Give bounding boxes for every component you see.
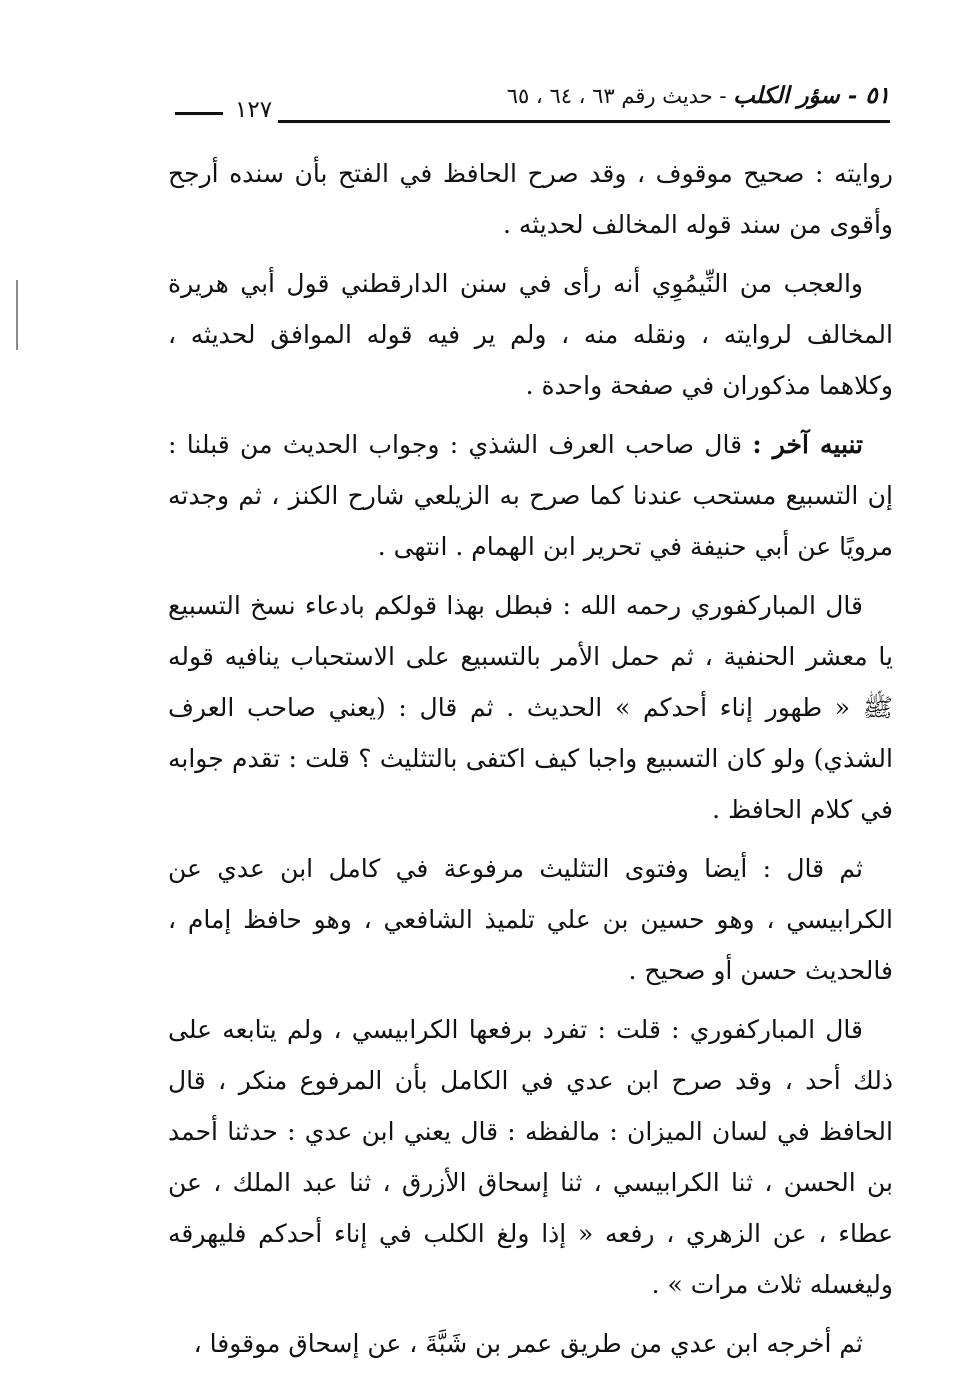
main-text bbox=[168, 148, 893, 1377]
paragraph-text: روايته : صحيح موقوف ، وقد صرح الحافظ في الفتح بأن سنده أرجح وأقوى من سند قوله المخالف لحديثه . bbox=[168, 159, 893, 239]
paragraph-mubarakfuri-2 bbox=[168, 1004, 893, 1310]
paragraph-text: والعجب من النِّيمُوِي أنه رأى في سنن الدارقطني قول أبي هريرة المخالف لروايته ، ونقله منه ، ولم ير فيه قوله الموافق لحديثه ، وكلاهما مذكوران في صفحة واحدة . bbox=[168, 269, 893, 400]
paragraph-text: قال صاحب العرف الشذي : وجواب الحديث من قبلنا : إن التسبيع مستحب عندنا كما صرح به الزيلعي شارح الكنز ، ثم وجدته مرويًا عن أبي حنيفة في تحرير ابن الهمام . انتهى . bbox=[168, 430, 893, 561]
page-number-dash bbox=[175, 112, 223, 115]
header-rule bbox=[278, 120, 890, 123]
page-number: ١٢٧ bbox=[235, 97, 273, 123]
paragraph-text: ثم أخرجه ابن عدي من طريق عمر بن شَبَّةَ ، عن إسحاق موقوفا ، bbox=[193, 1329, 863, 1358]
paragraph-text: قال المباركفوري رحمه الله : فبطل بهذا قولكم بادعاء نسخ التسبيع يا معشر الحنفية ، ثم حمل الأمر بالتسبيع على الاستحباب ينافيه قوله ﷺ « طهور إناء أحدكم » الحديث . ثم قال : (يعني صاحب العرف الشذي) ولو كان التسبيع واجبا كيف اكتفى بالتثليث ؟ قلت : تقدم جوابه في كلام الحافظ . bbox=[168, 591, 893, 824]
paragraph-heading: تنبيه آخر : bbox=[752, 430, 863, 459]
chapter-title: ٥١ - سؤر الكلب bbox=[733, 82, 890, 109]
running-header bbox=[175, 82, 890, 128]
paragraph-tathlith bbox=[168, 843, 893, 996]
paragraph-mubarakfuri-1 bbox=[168, 580, 893, 835]
paragraph-continuation bbox=[168, 148, 893, 250]
paragraph-text: قال المباركفوري : قلت : تفرد برفعها الكرابيسي ، ولم يتابعه على ذلك أحد ، وقد صرح ابن عدي في الكامل بأن المرفوع منكر ، قال الحافظ في لسان الميزان : مالفظه : قال يعني ابن عدي : حدثنا أحمد بن الحسن ، ثنا الكرابيسي ، ثنا إسحاق الأزرق ، ثنا عبد الملك ، عن عطاء ، عن الزهري ، رفعه « إذا ولغ الكلب في إناء أحدكم فليهرقه وليغسله ثلاث مرات » . bbox=[168, 1015, 893, 1299]
paragraph-text: ثم قال : أيضا وفتوى التثليث مرفوعة في كامل ابن عدي عن الكرابيسي ، وهو حسين بن علي تلميذ الشافعي ، وهو حافظ إمام ، فالحديث حسن أو صحيح . bbox=[168, 854, 893, 985]
paragraph-nimawi bbox=[168, 258, 893, 411]
page-number-block bbox=[175, 96, 285, 124]
hadith-numbers: - حديث رقم ٦٣ ، ٦٤ ، ٦٥ bbox=[506, 84, 727, 108]
paragraph-ibn-adi bbox=[168, 1318, 893, 1369]
paragraph-another-note bbox=[168, 419, 893, 572]
header-title bbox=[507, 82, 890, 110]
scan-edge-mark bbox=[16, 280, 18, 350]
